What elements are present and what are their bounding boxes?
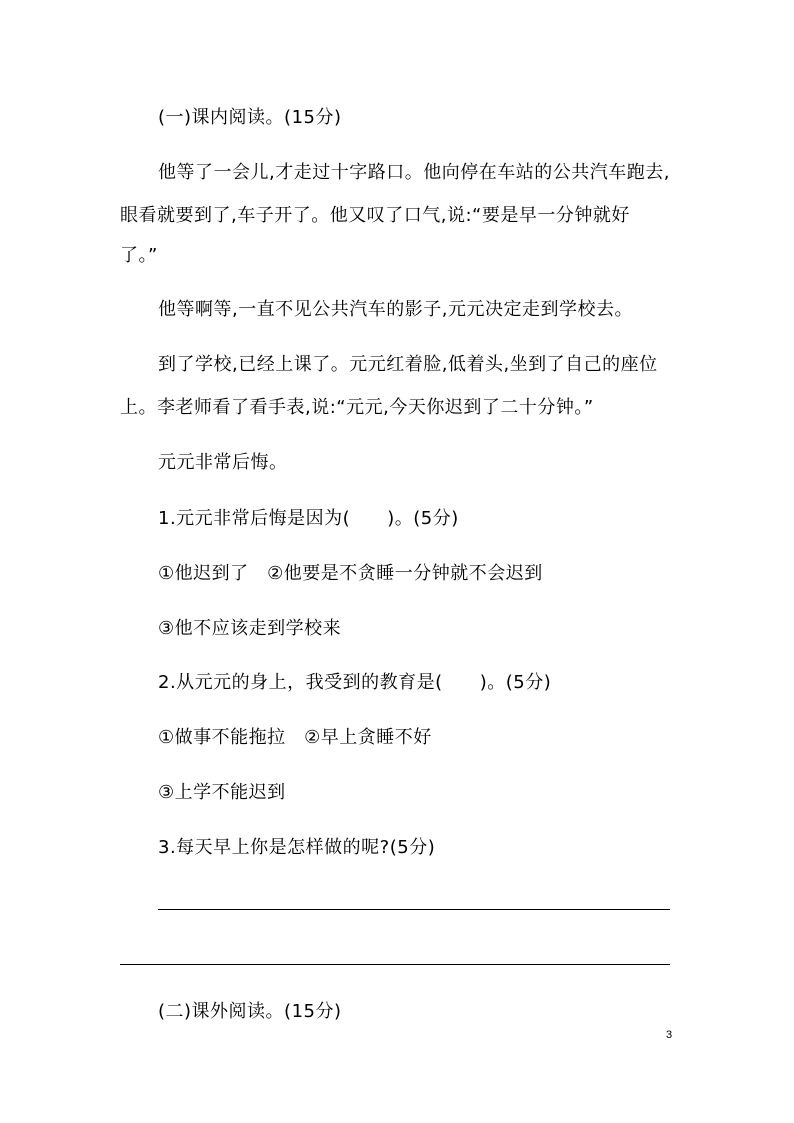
question-1: 1.元元非常后悔是因为( )。(5分) <box>158 508 459 529</box>
passage-paragraph-3-line-1: 到了学校,已经上课了。元元红着脸,低着头,坐到了自己的座位 <box>158 354 658 375</box>
question-1-options-1-2: ①他迟到了 ②他要是不贪睡一分钟就不会迟到 <box>158 563 543 584</box>
question-3: 3.每天早上你是怎样做的呢?(5分) <box>158 837 436 858</box>
passage-paragraph-4: 元元非常后悔。 <box>158 452 288 473</box>
question-2-option-3: ③上学不能迟到 <box>158 782 286 803</box>
question-2: 2.从元元的身上，我受到的教育是( )。(5分) <box>158 672 552 693</box>
answer-line-1 <box>158 909 670 910</box>
question-1-option-3: ③他不应该走到学校来 <box>158 618 342 639</box>
passage-paragraph-3-line-2: 上。李老师看了看手表,说:“元元,今天你迟到了二十分钟。” <box>120 397 594 418</box>
question-2-options-1-2: ①做事不能拖拉 ②早上贪睡不好 <box>158 727 432 748</box>
passage-paragraph-1-line-1: 他等了一会儿,才走过十字路口。他向停在车站的公共汽车跑去, <box>158 162 670 183</box>
passage-paragraph-1-line-2: 眼看就要到了,车子开了。他又叹了口气,说:“要是早一分钟就好 <box>120 205 630 226</box>
section1-heading: (一)课内阅读。(15分) <box>158 107 342 128</box>
page-number: 3 <box>666 1029 673 1041</box>
passage-paragraph-1-line-3: 了。” <box>120 245 158 266</box>
answer-line-2 <box>120 964 670 965</box>
passage-paragraph-2: 他等啊等,一直不见公共汽车的影子,元元决定走到学校去。 <box>158 299 633 320</box>
section2-heading: (二)课外阅读。(15分) <box>158 1001 342 1022</box>
